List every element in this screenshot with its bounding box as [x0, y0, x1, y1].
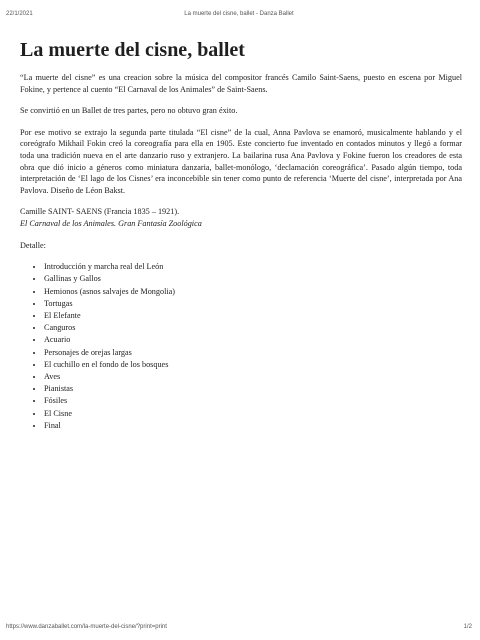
print-header	[6, 11, 472, 17]
page-url-link[interactable]: https://www.danzaballet.com/la-muerte-del-cisne/?print=print	[6, 624, 167, 630]
list-item: • Acuario	[44, 334, 462, 346]
list-item: • Aves	[44, 371, 462, 383]
print-date: 22/1/2021	[6, 11, 33, 17]
list-item: • El cuchillo en el fondo de los bosques	[44, 359, 462, 371]
list-item: • Canguros	[44, 322, 462, 334]
list-item: • Personajes de orejas largas	[44, 347, 462, 359]
page-number: 1/2	[463, 624, 472, 630]
work-title: El Carnaval de los Animales. Gran Fantasía Zoológica	[20, 218, 202, 228]
paragraph-ballet: Se convirtió en un Ballet de tres partes, pero no obtuvo gran éxito.	[20, 106, 238, 116]
movement-list	[20, 261, 462, 432]
list-item: • Tortugas	[44, 298, 462, 310]
list-item: • Pianistas	[44, 383, 462, 395]
detail-label: Detalle:	[20, 240, 46, 250]
print-footer	[6, 624, 472, 630]
list-item: • El Cisne	[44, 408, 462, 420]
list-item: • Introducción y marcha real del León	[44, 261, 462, 273]
article	[20, 38, 462, 432]
credit-block	[20, 206, 462, 229]
list-item: • Gallinas y Gallos	[44, 273, 462, 285]
paragraph-history: Por ese motivo se extrajo la segunda parte titulada “El cisne” de la cual, Anna Pavlova se enamoró, musicalmente hablando y el coreógrafo Mikhail Fokin creó la coreografía para ella en 1905. Este concierto fue inventado en contados minutos y llegó a formar toda una tradición nueva en el arte danzario ruso y extranjero. La bailarina rusa Ana Pavlova y Fokine fueron los creadores de esta obra que dió inicio a géneros como miniatura danzaria, ballet-monólogo, ‘declamación coreográfica’. Pasado algún tiempo, toda interpretación de ‘El lago de los Cisnes’ era inconcebible sin tener como punto de referencia ‘Muerte del cisne’, interpretada por Ana Pavlova. Diseño de Léon Bakst.	[20, 127, 462, 195]
list-item: • El Elefante	[44, 310, 462, 322]
paragraph-intro: “La muerte del cisne” es una creacion sobre la música del compositor francés Camilo Saint-Saens, puesto en escena por Miguel Fokine, y pertence al cuento “El Carnaval de los Animales” de Saint-Saens.	[20, 73, 462, 94]
composer-line: Camille SAINT- SAENS (Francia 1835 – 1921).	[20, 207, 180, 217]
list-item: • Fósiles	[44, 395, 462, 407]
print-page-title: La muerte del cisne, ballet - Danza Ballet	[184, 11, 294, 17]
list-item: • Hemionos (asnos salvajes de Mongolia)	[44, 286, 462, 298]
list-item: • Final	[44, 420, 462, 432]
article-title: La muerte del cisne, ballet	[20, 39, 245, 61]
